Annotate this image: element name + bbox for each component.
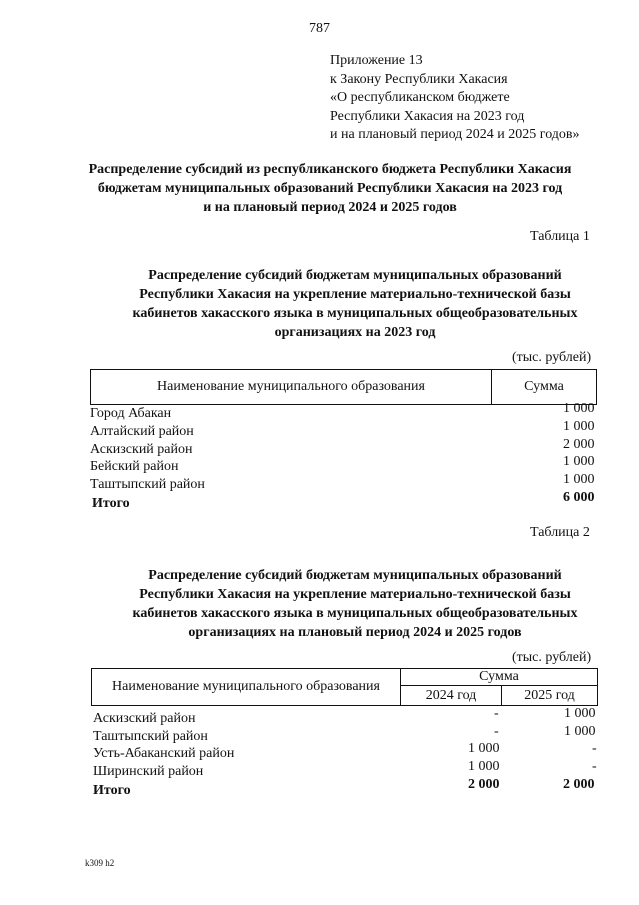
subtitle-line: Распределение субсидий бюджетам муниципальных образований — [148, 568, 562, 583]
column-header-2024: 2024 год — [401, 686, 502, 706]
municipality-name: Усть-Абаканский район — [93, 746, 235, 761]
table1-units: (тыс. рублей) — [512, 350, 592, 365]
table-total-label: Итого — [93, 783, 131, 798]
table-row — [93, 711, 196, 727]
table1-header — [90, 369, 597, 405]
table-row-sum: 1 000 — [563, 419, 595, 434]
table-row-2025: - — [592, 759, 597, 774]
table-row-sum: 1 000 — [563, 401, 595, 416]
subtitle-line: Республики Хакасия на укрепление материально-технической базы — [139, 287, 571, 302]
table-row — [90, 424, 194, 440]
table1-caption: Таблица 1 — [530, 229, 590, 244]
table-total-2025: 2 000 — [563, 777, 595, 792]
table2-units: (тыс. рублей) — [512, 650, 592, 665]
table-total-2024: 2 000 — [468, 777, 500, 792]
subtitle-line: Распределение субсидий бюджетам муниципальных образований — [148, 268, 562, 283]
municipality-name: Таштыпский район — [90, 477, 205, 492]
subtitle-line: организациях на плановый период 2024 и 2025 годов — [188, 625, 522, 640]
table-row-sum: 1 000 — [563, 454, 595, 469]
subtitle-line: кабинетов хакасского языка в муниципальных общеобразовательных — [132, 306, 578, 321]
table-row — [93, 764, 203, 780]
table-total-label: Итого — [92, 496, 130, 511]
table-row — [90, 442, 193, 458]
table2-header — [91, 668, 598, 706]
appendix-line: и на плановый период 2024 и 2025 годов» — [330, 127, 580, 142]
municipality-name: Ширинский район — [93, 764, 204, 779]
column-header-name: Наименование муниципального образования — [91, 370, 492, 405]
table-row-sum: 1 000 — [563, 472, 595, 487]
column-header-sum: Сумма — [401, 669, 598, 686]
subtitle-line: Республики Хакасия на укрепление материально-технической базы — [139, 587, 571, 602]
table-row-sum: 2 000 — [563, 437, 595, 452]
document-title — [30, 160, 630, 217]
column-header-sum: Сумма — [492, 370, 597, 405]
table-row-2025: 1 000 — [564, 706, 596, 721]
table-row — [90, 477, 205, 493]
municipality-name: Таштыпский район — [93, 729, 208, 744]
table-row — [90, 406, 171, 422]
appendix-header — [330, 52, 580, 145]
subtitle-line: организациях на 2023 год — [274, 325, 436, 340]
municipality-name: Аскизский район — [93, 711, 196, 726]
table-row-2024: - — [494, 706, 499, 721]
footer-code: k309 h2 — [85, 858, 115, 868]
table2-caption: Таблица 2 — [530, 525, 590, 540]
table-row-2024: 1 000 — [468, 741, 500, 756]
table1-subtitle — [60, 266, 639, 342]
table-total-sum: 6 000 — [563, 490, 595, 505]
appendix-line: «О республиканском бюджете — [330, 90, 510, 105]
table-row-2024: 1 000 — [468, 759, 500, 774]
table-row-2025: - — [592, 741, 597, 756]
appendix-line: к Закону Республики Хакасия — [330, 71, 508, 87]
column-header-2025: 2025 год — [502, 686, 598, 706]
column-header-name: Наименование муниципального образования — [92, 669, 401, 706]
appendix-line: Республики Хакасия на 2023 год — [330, 108, 525, 124]
municipality-name: Бейский район — [90, 459, 179, 474]
subtitle-line: кабинетов хакасского языка в муниципальных общеобразовательных — [132, 606, 578, 621]
table-row — [90, 459, 178, 475]
table-row-2024: - — [494, 724, 499, 739]
table2-subtitle — [60, 566, 639, 642]
municipality-name: Алтайский район — [90, 424, 194, 439]
table-row — [93, 729, 208, 745]
title-line: Распределение субсидий из республиканского бюджета Республики Хакасия — [88, 162, 572, 177]
page-number: 787 — [309, 21, 330, 36]
table-row-2025: 1 000 — [564, 724, 596, 739]
title-line: и на плановый период 2024 и 2025 годов — [203, 200, 457, 215]
municipality-name: Аскизский район — [90, 442, 193, 457]
table-row — [93, 746, 234, 762]
appendix-line: Приложение 13 — [330, 53, 423, 68]
municipality-name: Город Абакан — [90, 406, 172, 421]
title-line: бюджетам муниципальных образований Республики Хакасия на 2023 год — [97, 181, 563, 196]
